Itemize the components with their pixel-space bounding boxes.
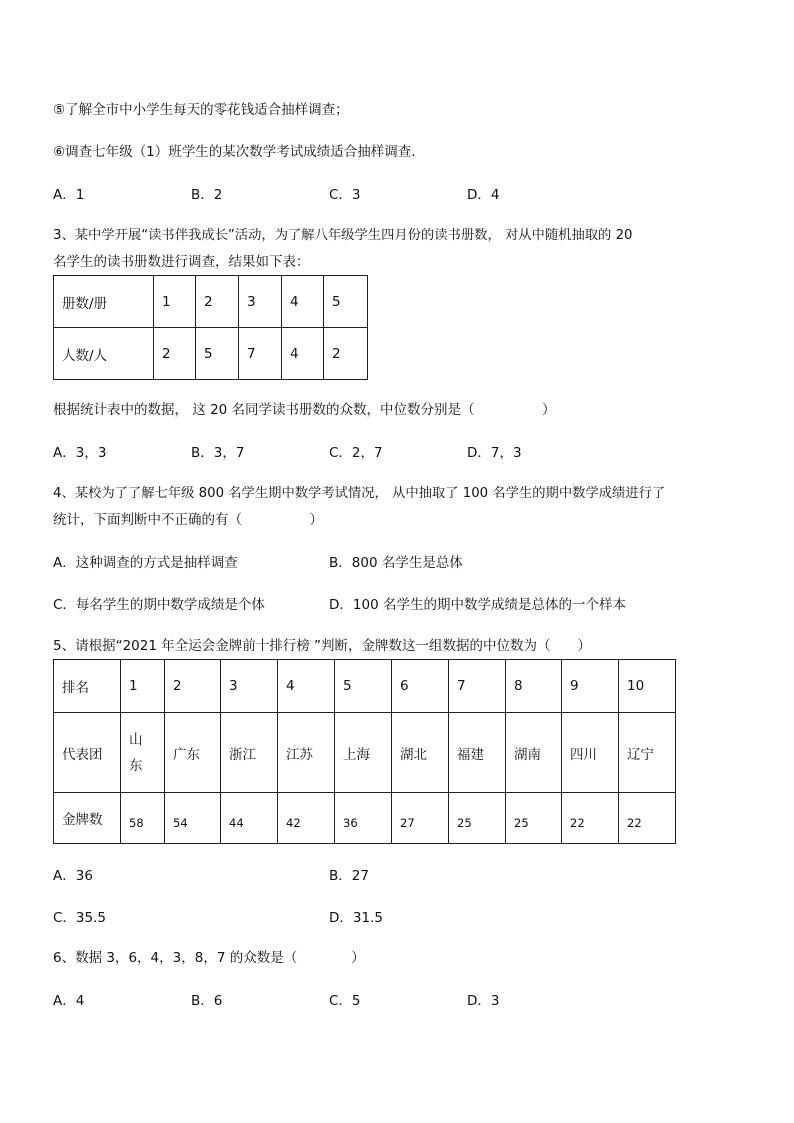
q5-rank-cell: 10 xyxy=(619,660,676,713)
q5-team-header: 代表团 xyxy=(54,713,121,793)
q5-team-cell: 山 东 xyxy=(121,713,165,793)
statement-5: ⑤了解全市中小学生每天的零花钱适合抽样调查； xyxy=(53,102,349,118)
q3-option-d[interactable]: D．7，3 xyxy=(467,445,522,461)
q6-option-c[interactable]: C．5 xyxy=(329,993,361,1009)
q3-options xyxy=(53,443,753,463)
q5-row-team xyxy=(54,713,676,793)
q5-rank-cell: 4 xyxy=(278,660,335,713)
q5-medal-cell: 36 xyxy=(335,793,392,844)
q3-table-row-people xyxy=(54,328,368,380)
q5-medal-cell: 58 xyxy=(121,793,165,844)
q5-rank-cell: 7 xyxy=(449,660,506,713)
q2-option-a[interactable]: A．1 xyxy=(53,187,85,203)
q5-medal-header: 金牌数 xyxy=(54,793,121,844)
q6-text: 6、数据 3，6，4，3，8，7 的众数是（ ） xyxy=(53,950,365,966)
q5-row-rank xyxy=(54,660,676,713)
q4-option-c[interactable]: C．每名学生的期中数学成绩是个体 xyxy=(53,597,265,613)
q5-medal-cell: 44 xyxy=(221,793,278,844)
q4-options-row2 xyxy=(53,595,753,615)
q3-cell: 7 xyxy=(239,328,282,380)
q5-options-row1 xyxy=(53,866,753,886)
q5-medal-cell: 27 xyxy=(392,793,449,844)
q2-option-b[interactable]: B．2 xyxy=(191,187,223,203)
q3-cell: 1 xyxy=(154,276,196,328)
q5-option-b[interactable]: B．27 xyxy=(329,868,369,884)
q4-options-row1 xyxy=(53,553,753,573)
q5-team-cell: 广东 xyxy=(165,713,221,793)
q5-rank-header: 排名 xyxy=(54,660,121,713)
q3-cell: 5 xyxy=(324,276,368,328)
q3-cell: 3 xyxy=(239,276,282,328)
q3-table xyxy=(53,275,368,380)
q5-team-cell: 福建 xyxy=(449,713,506,793)
q3-cell: 2 xyxy=(154,328,196,380)
q5-option-a[interactable]: A．36 xyxy=(53,868,93,884)
q5-options-row2 xyxy=(53,908,753,928)
q4-option-b[interactable]: B．800 名学生是总体 xyxy=(329,555,463,571)
q3-cell: 册数/册 xyxy=(54,276,154,328)
q5-rank-cell: 9 xyxy=(562,660,619,713)
q6-option-b[interactable]: B．6 xyxy=(191,993,223,1009)
q5-team-cell: 湖北 xyxy=(392,713,449,793)
q5-team-cell: 四川 xyxy=(562,713,619,793)
q5-medal-cell: 22 xyxy=(562,793,619,844)
q3-cell: 5 xyxy=(196,328,239,380)
q2-option-d[interactable]: D．4 xyxy=(467,187,500,203)
q4-text-line2: 统计，下面判断中不正确的有（ ） xyxy=(53,512,323,528)
q5-medal-cell: 25 xyxy=(449,793,506,844)
statement-6: ⑥调查七年级（1）班学生的某次数学考试成绩适合抽样调查. xyxy=(53,144,416,160)
q3-text-line2: 名学生的读书册数进行调查，结果如下表： xyxy=(53,254,310,270)
q3-question: 根据统计表中的数据， 这 20 名同学读书册数的众数，中位数分别是（ ） xyxy=(53,402,556,418)
q3-option-c[interactable]: C．2，7 xyxy=(329,445,383,461)
q5-option-c[interactable]: C．35.5 xyxy=(53,910,106,926)
q3-cell: 2 xyxy=(324,328,368,380)
q3-option-b[interactable]: B．3，7 xyxy=(191,445,245,461)
q3-cell: 4 xyxy=(282,328,324,380)
q3-table-row-books xyxy=(54,276,368,328)
q3-text-line1: 3、某中学开展“读书伴我成长”活动，为了解八年级学生四月份的读书册数， 对从中随机抽取的 20 xyxy=(53,228,633,243)
q5-medal-cell: 54 xyxy=(165,793,221,844)
q2-options xyxy=(53,185,753,205)
q3-option-a[interactable]: A．3，3 xyxy=(53,445,107,461)
q5-team-cell: 辽宁 xyxy=(619,713,676,793)
q3-cell: 人数/人 xyxy=(54,328,154,380)
q2-option-c[interactable]: C．3 xyxy=(329,187,361,203)
q6-option-a[interactable]: A．4 xyxy=(53,993,85,1009)
q5-option-d[interactable]: D．31.5 xyxy=(329,910,383,926)
q4-text-line1: 4、某校为了了解七年级 800 名学生期中数学考试情况， 从中抽取了 100 名学生的期中数学成绩进行了 xyxy=(53,486,666,501)
q5-medal-cell: 25 xyxy=(506,793,562,844)
q3-cell: 2 xyxy=(196,276,239,328)
q5-team-cell: 浙江 xyxy=(221,713,278,793)
q5-medal-cell: 42 xyxy=(278,793,335,844)
q5-text: 5、请根据“2021 年全运会金牌前十排行榜 ”判断，金牌数这一组数据的中位数为（ ） xyxy=(53,638,592,654)
q3-cell: 4 xyxy=(282,276,324,328)
q5-team-cell: 上海 xyxy=(335,713,392,793)
q5-rank-cell: 2 xyxy=(165,660,221,713)
q5-table xyxy=(53,659,676,844)
q5-rank-cell: 8 xyxy=(506,660,562,713)
q6-options xyxy=(53,991,753,1011)
q4-option-d[interactable]: D．100 名学生的期中数学成绩是总体的一个样本 xyxy=(329,597,626,613)
q5-rank-cell: 5 xyxy=(335,660,392,713)
q5-medal-cell: 22 xyxy=(619,793,676,844)
q5-row-medals xyxy=(54,793,676,844)
q6-option-d[interactable]: D．3 xyxy=(467,993,500,1009)
q5-team-cell: 湖南 xyxy=(506,713,562,793)
q5-rank-cell: 1 xyxy=(121,660,165,713)
q5-team-cell: 江苏 xyxy=(278,713,335,793)
q5-rank-cell: 6 xyxy=(392,660,449,713)
q5-rank-cell: 3 xyxy=(221,660,278,713)
q4-option-a[interactable]: A．这种调查的方式是抽样调查 xyxy=(53,555,238,571)
